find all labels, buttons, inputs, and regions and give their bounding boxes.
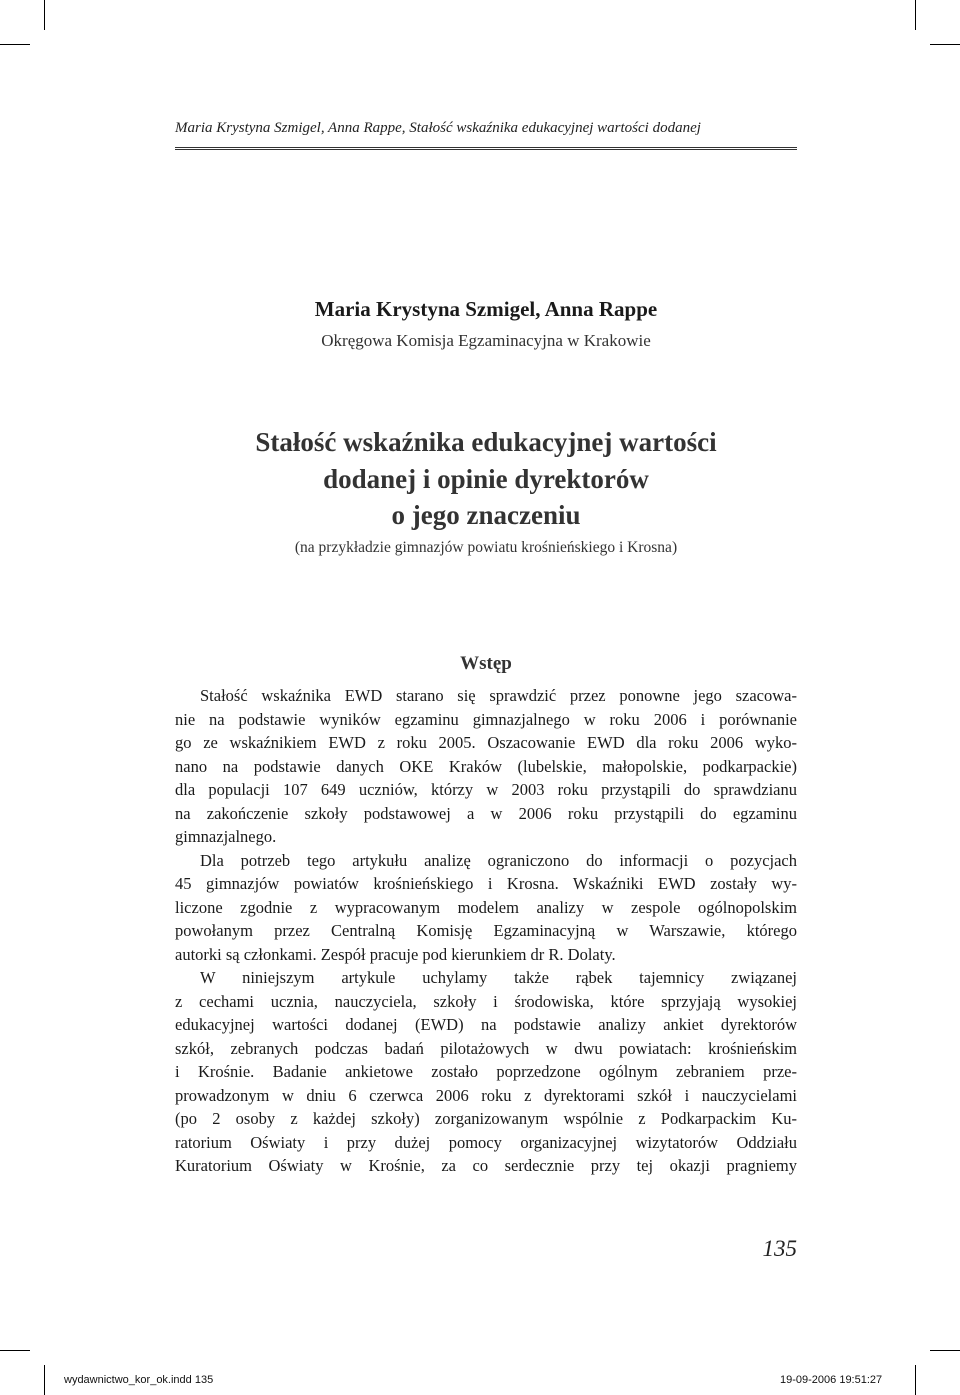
running-head: Maria Krystyna Szmigel, Anna Rappe, Stałość wskaźnika edukacyjnej wartości dodanej (175, 120, 701, 136)
section-heading: Wstęp (460, 653, 512, 674)
body-line: na zakończenie szkoły podstawowej a w 2006 roku przystąpili do egzaminu (175, 803, 797, 823)
crop-mark-bottom-left-v (44, 1365, 45, 1395)
crop-mark-top-left-v (44, 0, 45, 30)
body-line: go ze wskaźnikiem EWD z roku 2005. Oszacowanie EWD dla roku 2006 wyko- (175, 733, 797, 752)
slug-filename: wydawnictwo_kor_ok.indd 135 (64, 1374, 214, 1386)
body-text (175, 684, 797, 1178)
crop-mark-bottom-right-h (930, 1350, 960, 1351)
crop-mark-top-right-v (915, 0, 916, 30)
body-line: prowadzonym w dniu 6 czerwca 2006 roku z dyrektorami szkół i nauczycielami (175, 1085, 797, 1105)
crop-mark-top-left-h (0, 44, 30, 45)
crop-mark-top-right-h (930, 44, 960, 45)
title-line: Stałość wskaźnika edukacyjnej wartości (255, 427, 717, 457)
body-line: W niniejszym artykule uchylamy także rąbek tajemnicy związanej (200, 968, 797, 987)
body-line: powołanym przez Centralną Komisję Egzaminacyjną w Warszawie, którego (175, 921, 797, 940)
title-line: dodanej i opinie dyrektorów (323, 463, 649, 494)
body-line: (po 2 osoby z każdej szkoły) zorganizowanym wspólnie z Podkarpackim Ku- (175, 1109, 797, 1128)
body-line: Dla potrzeb tego artykułu analizę ograniczono do informacji o pozycjach (200, 850, 797, 870)
body-line: szkół, zebranych podczas badań pilotażowych w dwu powiatach: krośnieńskim (175, 1038, 797, 1058)
body-line: Kuratorium Oświaty w Krośnie, za co serdecznie przy tej okazji pragniemy (175, 1156, 797, 1175)
body-line: edukacyjnej wartości dodanej (EWD) na podstawie analizy ankiet dyrektorów (175, 1015, 797, 1034)
body-line: Stałość wskaźnika EWD starano się sprawdzić przez ponowne jego szacowa- (200, 686, 797, 705)
body-line: 45 gimnazjów powiatów krośnieńskiego i Krosna. Wskaźniki EWD zostały wy- (175, 874, 797, 893)
page-number: 135 (762, 1236, 797, 1261)
crop-mark-bottom-left-h (0, 1350, 30, 1351)
body-line: i Krośnie. Badanie ankietowe zostało poprzedzone ogólnym zebraniem prze- (175, 1062, 797, 1081)
body-line: autorki są członkami. Zespół pracuje pod kierunkiem dr R. Dolaty. (175, 944, 616, 964)
body-line: nie na podstawie wyników egzaminu gimnazjalnego w roku 2006 i porównanie (175, 709, 797, 729)
slug-timestamp: 19-09-2006 19:51:27 (780, 1374, 883, 1386)
header-rule (175, 147, 797, 150)
crop-mark-bottom-right-v (915, 1365, 916, 1395)
body-line: z cechami ucznia, nauczyciela, szkoły i środowiska, które sprzyjają wysokiej (175, 991, 797, 1011)
body-line: liczone zgodnie z wypracowanym modelem analizy w zespole ogólnopolskim (175, 897, 797, 917)
title-line: o jego znaczeniu (391, 500, 581, 530)
article-subtitle: (na przykładzie gimnazjów powiatu krośnieńskiego i Krosna) (294, 539, 678, 556)
body-line: gimnazjalnego. (175, 827, 277, 846)
affiliation: Okręgowa Komisja Egzaminacyjna w Krakowie (321, 331, 651, 350)
authors: Maria Krystyna Szmigel, Anna Rappe (314, 297, 658, 321)
body-line: ratorium Oświaty i przy dużej pomocy organizacyjnej wizytatorów Oddziału (175, 1132, 797, 1152)
body-line: nano na podstawie danych OKE Kraków (lubelskie, małopolskie, podkarpackie) (175, 756, 797, 776)
body-line: dla populacji 107 649 uczniów, którzy w 2003 roku przystąpili do sprawdzianu (175, 780, 797, 799)
article-title (175, 424, 797, 534)
